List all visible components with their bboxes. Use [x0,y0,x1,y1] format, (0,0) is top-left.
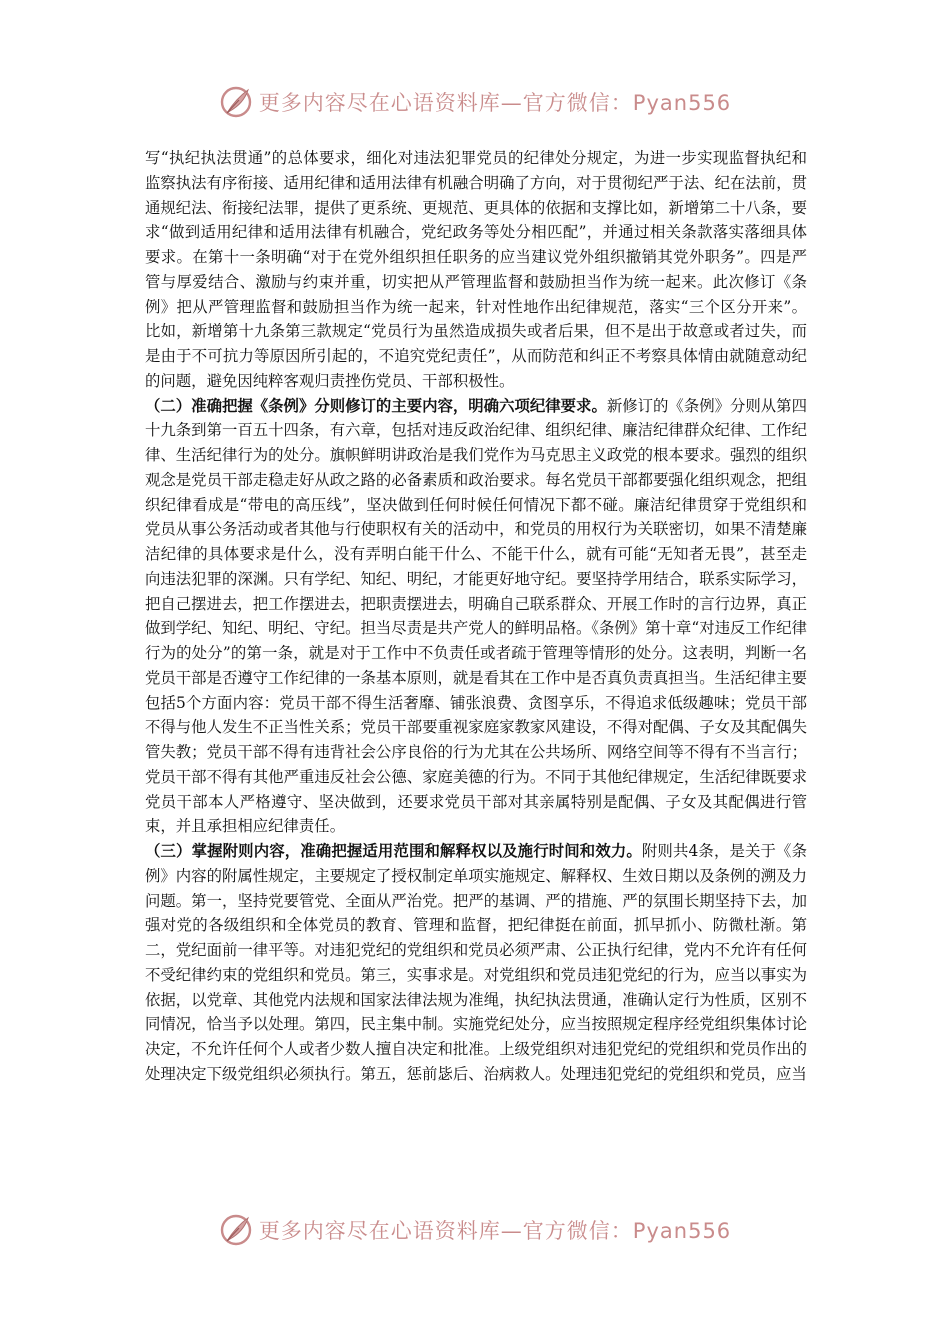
paragraph-3 [145,839,807,1087]
paragraph-lead: （三）掌握附则内容，准确把握适用范围和解释权以及施行时间和效力。 [145,842,642,860]
watermark-header [0,80,950,124]
quill-pen-logo-icon [219,1213,253,1247]
paragraph-lead: （二）准确把握《条例》分则修订的主要内容，明确六项纪律要求。 [145,396,607,415]
paragraph-2 [145,394,807,840]
watermark-text: 更多内容尽在心语资料库—官方微信：Pyan556 [258,1219,732,1243]
document-body [145,146,807,1087]
paragraph-text: 新修订的《条例》分则从第四十九条到第一百五十四条，有六章，包括对违反政治纪律、组织纪律、廉洁纪律群众纪律、工作纪律、生活纪律行为的处分。旗帜鲜明讲政治是我们党作为马克思主义政党的根本要求。强烈的组织观念是党员干部走稳走好从政之路的必备素质和政治要求。每名党员干部都要强化组织观念，把组织纪律看成是“带电的高压线”，坚决做到任何时候任何情况下都不碰。廉洁纪律贯穿于党组织和党员从事公务活动或者其他与行使职权有关的活动中，和党员的用权行为关联密切，如果不清楚廉洁纪律的具体要求是什么，没有弄明白能干什么、不能干什么，就有可能“无知者无畏”，甚至走向违法犯罪的深渊。只有学纪、知纪、明纪，才能更好地守纪。要坚持学用结合，联系实际学习，把自己摆进去，把工作摆进去，把职责摆进去，明确自己联系群众、开展工作时的言行边界，真正做到学纪、知纪、明纪、守纪。担当尽责是共产党人的鲜明品格。《条例》第十章“对违反工作纪律行为的处分”的第一条，就是对于工作中不负责任或者疏于管理等情形的处分。这表明，判断一名党员干部是否遵守工作纪律的一条基本原则，就是看其在工作中是否真负责真担当。生活纪律主要包括5个方面内容：党员干部不得生活奢靡、铺张浪费、贪图享乐，不得追求低级趣味；党员干部不得与他人发生不正当性关系；党员干部要重视家庭家教家风建设，不得对配偶、子女及其配偶失管失教；党员干部不得有违背社会公序良俗的行为尤其在公共场所、网络空间等不得有不当言行；党员干部不得有其他严重违反社会公德、家庭美德的行为。不同于其他纪律规定，生活纪律既要求党员干部本人严格遵守、坚决做到，还要求党员干部对其亲属特别是配偶、子女及其配偶进行管束，并且承担相应纪律责任。 [145,396,807,836]
paragraph-text: 附则共4条，是关于《条例》内容的附属性规定，主要规定了授权制定单项实施规定、解释权、生效日期以及条例的溯及力问题。第一，坚持党要管党、全面从严治党。把严的基调、严的措施、严的氛围长期坚持下去，加强对党的各级组织和全体党员的教育、管理和监督，把纪律挺在前面，抓早抓小、防微杜渐。第二，党纪面前一律平等。对违犯党纪的党组织和党员必须严肃、公正执行纪律，党内不允许有任何不受纪律约束的党组织和党员。第三，实事求是。对党组织和党员违犯党纪的行为，应当以事实为依据，以党章、其他党内法规和国家法律法规为准绳，执纪执法贯通，准确认定行为性质，区别不同情况，恰当予以处理。第四，民主集中制。实施党纪处分，应当按照规定程序经党组织集体讨论决定，不允许任何个人或者少数人擅自决定和批准。上级党组织对违犯党纪的党组织和党员作出的处理决定下级党组织必须执行。第五，惩前毖后、治病救人。处理违犯党纪的党组织和党员，应当 [145,842,807,1083]
watermark-text: 更多内容尽在心语资料库—官方微信：Pyan556 [258,91,732,115]
quill-pen-logo-icon [219,85,253,119]
paragraph-text: 写“执纪执法贯通”的总体要求，细化对违法犯罪党员的纪律处分规定，为进一步实现监督执纪和监察执法有序衔接、适用纪律和适用法律有机融合明确了方向，对于贯彻纪严于法、纪在法前，贯通规纪法、衔接纪法罪，提供了更系统、更规范、更具体的依据和支撑比如，新增第二十八条，要求“做到适用纪律和适用法律有机融合，党纪政务等处分相匹配”，并通过相关条款落实落细具体要求。在第十一条明确“对于在党外组织担任职务的应当建议党外组织撤销其党外职务”。四是严管与厚爱结合、激励与约束并重，切实把从严管理监督和鼓励担当作为统一起来。此次修订《条例》把从严管理监督和鼓励担当作为统一起来，针对性地作出纪律规范，落实“三个区分开来”。比如，新增第十九条第三款规定“党员行为虽然造成损失或者后果，但不是出于故意或者过失，而是由于不可抗力等原因所引起的，不追究党纪责任”，从而防范和纠正不考察具体情由就随意动纪的问题，避免因纯粹客观归责挫伤党员、干部积极性。 [145,149,807,390]
paragraph-1 [145,146,807,394]
watermark-footer [0,1208,950,1252]
